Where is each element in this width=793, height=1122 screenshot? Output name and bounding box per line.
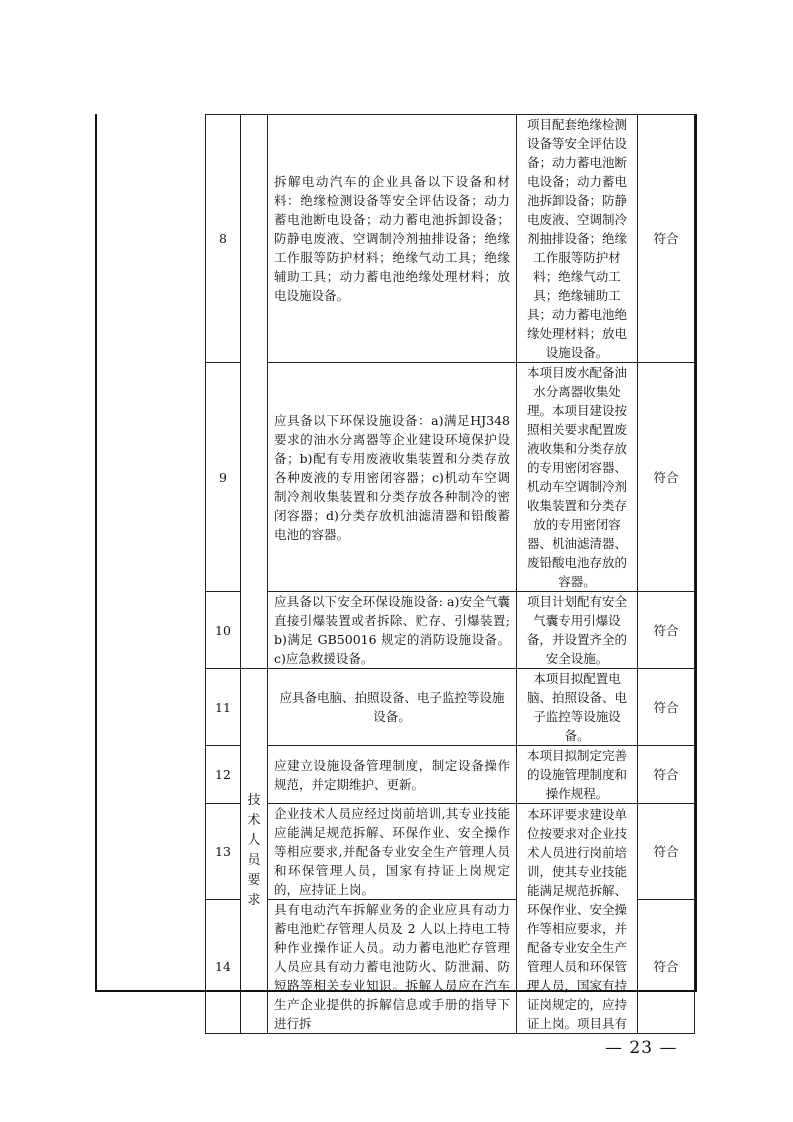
row-number: 10: [206, 592, 241, 669]
requirement-cell: 应具备电脑、拍照设备、电子监控等设施设备。: [268, 669, 517, 746]
result-cell: 符合: [638, 900, 695, 1034]
table-row: [206, 115, 695, 363]
result-cell: 符合: [638, 746, 695, 804]
row-number: 14: [206, 900, 241, 1034]
requirement-cell: 应具备以下安全环保设施设备: a)安全气囊直接引爆装置或者拆除、贮存、引爆装置;b)满足 GB50016 规定的消防设施设备。c)应急救援设备。: [268, 592, 517, 669]
category-tech-staff: 技术人员要求: [241, 669, 268, 1034]
row-number: 13: [206, 804, 241, 900]
table-row: [206, 746, 695, 804]
project-cell: 项目配套绝缘检测设备等安全评估设备；动力蓄电池断电设备；动力蓄电池拆卸设备；防静电废液、空调制冷剂抽排设备；绝缘工作服等防护材料；绝缘气动工具；绝缘辅助工具；动力蓄电池绝缘处理材料；放电设施设备。: [517, 115, 638, 363]
project-cell: 本项目拟制定完善的设施管理制度和操作规程。: [517, 746, 638, 804]
result-cell: 符合: [638, 804, 695, 900]
table-row: [206, 363, 695, 592]
project-cell: 本项目拟配置电脑、拍照设备、电子监控等设施设备。: [517, 669, 638, 746]
row-number: 11: [206, 669, 241, 746]
project-cell: 本项目废水配备油水分离器收集处理。本项目建设按照相关要求配置废液收集和分类存放的专用密闭容器、机动车空调制冷剂收集装置和分类存放的专用密闭容器、机油滤清器、废铅酸电池存放的容器。: [517, 363, 638, 592]
row-number: 12: [206, 746, 241, 804]
requirement-cell: 企业技术人员应经过岗前培训,其专业技能应能满足规范拆解、环保作业、安全操作等相应要求,并配备专业安全生产管理人员和环保管理人员，国家有持证上岗规定的，应持证上岗。: [268, 804, 517, 900]
table-row: [206, 669, 695, 746]
page-number: — 23 —: [605, 1038, 678, 1058]
table-row: [206, 804, 695, 900]
requirement-cell: 应建立设施设备管理制度，制定设备操作规范，并定期维护、更新。: [268, 746, 517, 804]
project-cell: 项目计划配有安全气囊专用引爆设备，并设置齐全的安全设施。: [517, 592, 638, 669]
result-cell: 符合: [638, 669, 695, 746]
row-number: 8: [206, 115, 241, 363]
result-cell: 符合: [638, 363, 695, 592]
result-cell: 符合: [638, 115, 695, 363]
category-cell-empty: [241, 115, 268, 669]
requirement-cell: 拆解电动汽车的企业具备以下设备和材料：绝缘检测设备等安全评估设备；动力蓄电池断电设备；动力蓄电池拆卸设备；防静电废液、空调制冷剂抽排设备；绝缘工作服等防护材料；绝缘气动工具；绝缘辅助工具；动力蓄电池绝缘处理材料；放电设施设备。: [268, 115, 517, 363]
project-cell: 本环评要求建设单位按要求对企业技术人员进行岗前培训，使其专业技能能满足规范拆解、环保作业、安全操作等相应要求，并配备专业安全生产管理人员和环保管理人员，国家有持证岗规定的，应持证上岗。项目具有: [517, 804, 638, 1034]
row-number: 9: [206, 363, 241, 592]
compliance-table: [205, 114, 695, 1034]
table-row: [206, 592, 695, 669]
result-cell: 符合: [638, 592, 695, 669]
requirement-cell: 应具备以下环保设施设备：a)满足HJ348 要求的油水分离器等企业建设环境保护设备；b)配有专用废液收集装置和分类存放各种废液的专用密闭容器；c)机动车空调制冷剂收集装置和分类存放各种制冷的密闭容器；d)分类存放机油滤清器和铅酸蓄电池的容器。: [268, 363, 517, 592]
requirement-cell: 具有电动汽车拆解业务的企业应具有动力蓄电池贮存管理人员及 2 人以上持电工特种作业操作证人员。动力蓄电池贮存管理人员应具有动力蓄电池防火、防泄漏、防短路等相关专业知识。拆解人员应在汽车生产企业提供的拆解信息或手册的指导下进行拆: [268, 900, 517, 1034]
